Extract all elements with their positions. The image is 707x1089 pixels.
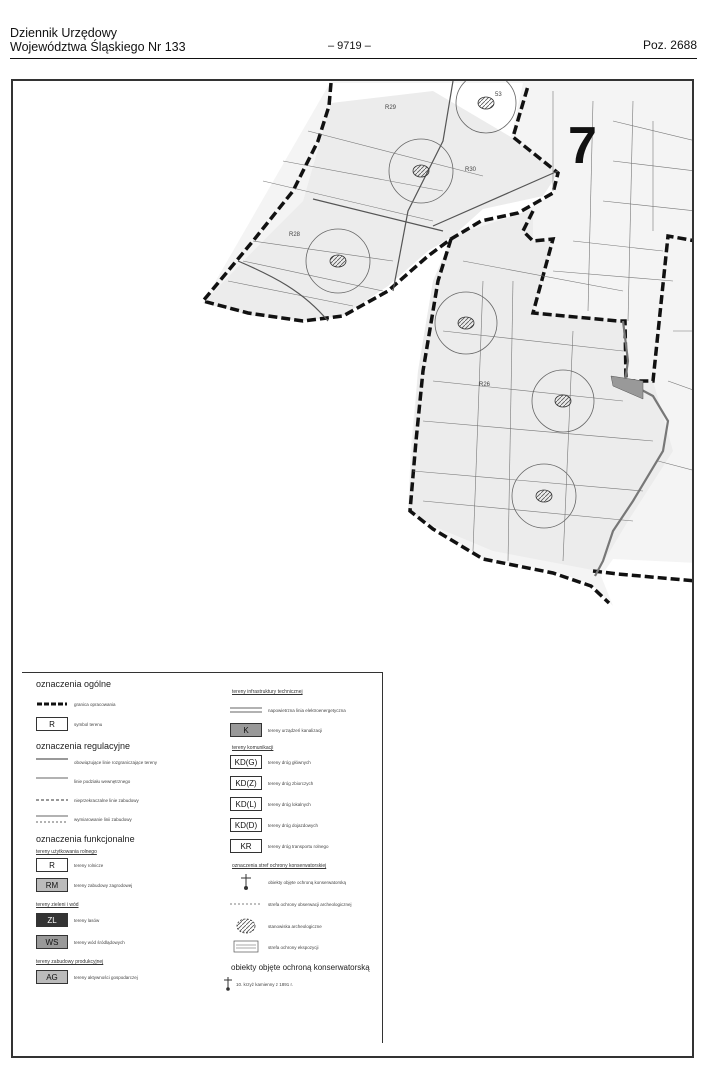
journal-line-2: Województwa Śląskiego Nr 133 [10,40,186,54]
symbol-kr: KR [230,839,262,853]
infra-subtitle: tereny infrastruktury technicznej [232,689,303,695]
sheet-number: 7 [568,117,597,175]
reg-label-4: wymiarowanie linii zabudowy [74,816,132,822]
symbol-kdz: KD(Z) [230,776,262,790]
map-frame [11,79,694,1058]
functional-title: oznaczenia funkcjonalne [36,834,135,844]
forest-subtitle: tereny zieleni i wód [36,902,79,908]
agri-subtitle: tereny użytkowania rolnego [36,849,97,855]
archaeo-site-icon [230,917,262,935]
reg-line-symbol-2 [36,774,68,788]
position-number: Poz. 2688 [642,38,697,52]
legend-boundary [36,697,116,711]
boundary-label: granica opracowania [74,701,116,707]
page-number: – 9719 – [328,40,371,52]
legend-forest-2 [36,935,125,949]
legend-heritage-3 [230,917,322,935]
heritage-label-3: stanowiska archeologiczne [268,923,322,929]
archaeo-zone-symbol [230,897,262,911]
heritage-subtitle: oznaczenia stref ochrony konserwatorskiej [232,863,327,869]
symbol-label: symbol terenu [74,721,103,727]
legend-comm-1 [230,755,311,769]
heritage-label-1: obiekty objęte ochroną konserwatorską [268,879,347,885]
infra-label-2: tereny urządzeń kanalizacji [268,727,323,733]
exposure-zone-symbol [230,939,262,955]
legend-heritage-2 [230,897,352,911]
legend-infra-2 [230,723,322,737]
econ-subtitle: tereny zabudowy produkcyjnej [36,959,104,965]
legend-agri-1 [36,858,103,872]
legend-reg-4 [36,812,132,826]
legend-heritage-4 [230,939,319,955]
legend-econ-1 [36,970,138,984]
symbol-zl: ZL [36,913,68,927]
legend [22,672,383,1043]
legend-comm-4 [230,818,318,832]
symbol-kdd: KD(D) [230,818,262,832]
cross-icon-small [222,976,234,992]
comm-label-3: tereny dróg lokalnych [268,801,311,807]
comm-label-2: tereny dróg zbiorczych [268,780,314,786]
legend-comm-3 [230,797,311,811]
legend-infra-1 [230,703,346,717]
reg-line-symbol-3 [36,793,68,807]
legend-agri-2 [36,878,132,892]
legend-comm-2 [230,776,313,790]
protected-label-1: 10. krzyż kamienny z 1891 r. [236,981,294,987]
comm-subtitle: tereny komunikacji [232,745,274,751]
infra-label-1: napowietrzna linia elektroenergetyczna [268,707,346,713]
boundary-symbol [36,697,68,711]
reg-label-2: linie podziału wewnętrznego [74,778,131,784]
symbol-ag: AG [36,970,68,984]
journal-line-1: Dziennik Urzędowy [10,26,117,40]
econ-label-1: tereny aktywności gospodarczej [74,974,138,980]
reg-label-1: obowiązujące linie rozgraniczające tereny [74,759,158,765]
journal-title [10,26,186,54]
power-line-symbol [230,703,262,717]
symbol-agri-r: R [36,858,68,872]
symbol-kdl: KD(L) [230,797,262,811]
reg-label-3: nieprzekraczalne linie zabudowy [74,797,139,803]
symbol-k: K [230,723,262,737]
legend-symbol [36,717,102,731]
map-label-53: 53 [495,92,502,98]
general-title: oznaczenia ogólne [36,679,112,689]
map-label-r28: R28 [289,232,301,238]
map-label-r26: R26 [479,382,491,388]
legend-reg-1 [36,755,157,769]
symbol-r: R [36,717,68,731]
heritage-label-2: strefa ochrony obserwacji archeologicznej [268,901,352,907]
reg-line-symbol-4 [36,812,68,826]
legend-forest-1 [36,913,99,927]
agri-label-2: tereny zabudowy zagrodowej [74,882,133,888]
regulatory-title: oznaczenia regulacyjne [36,741,131,751]
legend-reg-3 [36,793,139,807]
comm-label-5: tereny dróg transportu rolnego [268,843,329,849]
agri-label-1: tereny rolnicze [74,862,104,868]
legend-left-column [36,679,216,689]
comm-label-1: tereny dróg głównych [268,759,311,765]
symbol-ws: WS [36,935,68,949]
forest-label-2: tereny wód śródlądowych [74,939,125,945]
protected-title: obiekty objęte ochroną konserwatorską [231,963,370,972]
legend-reg-2 [36,774,130,788]
cross-icon [230,873,262,891]
symbol-agri-rm: RM [36,878,68,892]
comm-label-4: tereny dróg dojazdowych [268,822,319,828]
map-label-r30: R30 [465,167,477,173]
symbol-kdg: KD(G) [230,755,262,769]
page-header [10,26,697,59]
legend-comm-5 [230,839,329,853]
heritage-label-4: strefa ochrony ekspozycji [268,944,319,950]
legend-heritage-1 [230,873,346,891]
forest-label-1: tereny lasów [74,917,100,923]
reg-line-symbol-1 [36,755,68,769]
map-label-r29: R29 [385,105,397,111]
legend-protected-1 [222,976,293,992]
